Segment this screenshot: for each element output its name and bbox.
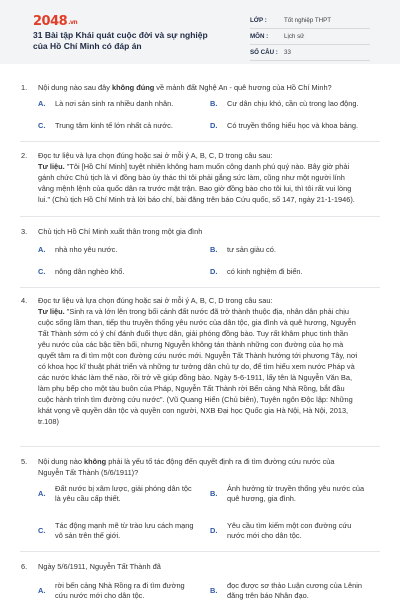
worksheet-page: 2048.vn 31 Bài tập Khái quát cuộc đời và sự nghiệp của Hồ Chí Minh có đáp án LỚP : Tốt nghiệp THPT MÔN : Lịch sử SỐ CÂU : 33 1. Nội dung nào sau đây không đúng về mảnh đất Nghệ An - quê hương của Hồ Chí Minh? A. Là nơi sản sinh ra nhiều danh nhân. B. Cư dân chịu khó, cần cù trong lao động. C. Trung tâm kinh tế lớn nhất cả nước. D. Có truyền thống hiếu học và khoa bảng. 2. Đọc tư liệu và lựa chọn đúng hoặc sai ở mỗi ý A, B, C, D trong câu sau: Tư liệu. "Tôi [Hồ Chí Minh] tuyệt nhiên không ham muốn công danh phú quý nào. Bây giờ phải gánh chức Chủ tịch là vì đồng bào ủy thác thì tôi phải gắng sức làm, cũng như một người lính vâng mệnh lệnh của quốc dân ra trước mặt trận. Bao giờ đồng bào cho tôi lui, thì tôi rất vui lòng lui." (Chủ tịch Hồ Chí Minh trả lời báo chí, bài đăng trên báo Cứu quốc, số 147, ngày 21-1-1946). 3. Chủ tịch Hồ Chí Minh xuất thân trong một gia đình A. nhà nho yêu nước. B. tư sản giàu có. C. nông dân nghèo khổ. D. có kinh nghiệm đi biển. 4. Đọc tư liệu và lựa chọn đúng hoặc sai ở mỗi ý A, B, C, D trong câu sau: Tư liệu. "Sinh ra và lớn lên trong bối cảnh đất nước đã trở thành thuộc địa, nhân dân phải chịu cuộc sống lầm than, tiếp thu truyền thống yêu nước của dân tộc, gia đình và quê hương, Nguyễn Tất Thành sớm có ý chí đánh đuổi thực dân, giải phóng đồng bào. Tuy rất khâm phục tinh thần yêu nước của các bậc tiền bối, nhưng Nguyễn không tán thành những con đường của họ mà quyết tâm ra đi tìm một con đường cứu nước mới. Nguyễn Tất Thành hướng tới phương Tây, nơi có khoa học kĩ thuật phát triển và những tư tưởng dân chủ tự do, để tìm hiểu xem nước Pháp và các nước khác làm thế nào, rồi trở về giúp đồng bào. Ngày 5-6-1911, lấy tên là Nguyễn Văn Ba, làm phụ bếp cho một tàu buôn của Pháp, Nguyễn Tất Thành rời Bến cảng Nhà Rồng, bắt đầu cuộc hành trình tìm đường cứu nước". (Vũ Quang Hiển (Chủ biên), Tuyên ngôn Độc lập: Những khát vọng về quyền dân tộc và quyền con người, NXB Đại học Quốc gia Hà Nội, Hà Nội, 2013, tr.108) 5. Nội dung nào không phải là yếu tố tác động đến quyết định ra đi tìm đường cứu nước của Nguyễn Tất Thành (5/6/1911)? A. Đất nước bị xâm lược, giải phóng dân tộc là yêu cầu cấp thiết. B. Ảnh hưởng từ truyền thống yêu nước của quê hương, gia đình. C. Tác động mạnh mẽ từ trào lưu cách mạng vô sản trên thế giới. D. Yêu cầu tìm kiếm một con đường cứu nước mới cho dân tộc. 6. Ngày 5/6/1911, Nguyễn Tất Thành đã A. rời bến cảng Nhà Rồng ra đi tìm đường cứu nước mới cho dân tộc. B. đọc được sơ thảo Luận cương của Lênin đăng trên báo Nhân đạo.: [0, 0, 400, 600]
question-stem: Chủ tịch Hồ Chí Minh xuất thân trong một gia đình: [38, 227, 203, 236]
meta-row-grade: [250, 13, 370, 29]
question-1: [0, 82, 400, 142]
question-stem: Đọc tư liệu và lựa chọn đúng hoặc sai ở mỗi ý A, B, C, D trong câu sau:: [38, 151, 273, 160]
meta-key: MÔN :: [250, 33, 269, 40]
document-title: 31 Bài tập Khái quát cuộc đời và sự nghiệp của Hồ Chí Minh có đáp án: [33, 30, 208, 51]
source-passage: Tư liệu. "Sinh ra và lớn lên trong bối cảnh đất nước đã trở thành thuộc địa, nhân dân phải chịu cuộc sống lầm than, tiếp thu truyền thống yêu nước của dân tộc, gia đình và quê hương, Nguyễn Tất Thành sớm có ý chí đánh đuổi thực dân, giải phóng đồng bào. Tuy rất khâm phục tinh thần yêu nước của các bậc tiền bối, nhưng Nguyễn không tán thành những con đường của họ mà quyết tâm ra đi tìm một con đường cứu nước mới. Nguyễn Tất Thành hướng tới phương Tây, nơi có khoa học kĩ thuật phát triển và những tư tưởng dân chủ tự do, để tìm hiểu xem nước Pháp và các nước khác làm thế nào, rồi trở về giúp đồng bào. Ngày 5-6-1911, lấy tên là Nguyễn Văn Ba, làm phụ bếp cho một tàu buôn của Pháp, Nguyễn Tất Thành rời Bến cảng Nhà Rồng, bắt đầu cuộc hành trình tìm đường cứu nước". (Vũ Quang Hiển (Chủ biên), Tuyên ngôn Độc lập: Những khát vọng về quyền dân tộc và quyền con người, NXB Đại học Quốc gia Hà Nội, Hà Nội, 2013, tr.108): [38, 307, 358, 426]
document-meta-table: [250, 13, 370, 61]
passage-label: Tư liệu.: [38, 162, 65, 171]
question-2: [0, 150, 400, 212]
passage-label: Tư liệu.: [38, 307, 65, 316]
site-logo[interactable]: 2048.vn: [33, 14, 78, 29]
question-number: 5.: [21, 457, 28, 466]
meta-value: 33: [284, 49, 291, 56]
meta-row-subject: [250, 29, 370, 45]
question-stem: Nội dung nào không phải là yếu tố tác động đến quyết định ra đi tìm đường cứu nước của Nguyễn Tất Thành (5/6/1911)?: [38, 457, 335, 477]
meta-key: SỐ CÂU :: [250, 49, 278, 56]
divider: [20, 287, 380, 288]
question-number: 1.: [21, 83, 28, 92]
divider: [20, 216, 380, 217]
question-4: [0, 295, 400, 435]
option-b[interactable]: B. đọc được sơ thảo Luận cương của Lênin đăng trên báo Nhân đạo.: [210, 581, 362, 600]
option-a[interactable]: A. Đất nước bị xâm lược, giải phóng dân tộc là yêu cầu cấp thiết.: [38, 484, 192, 503]
question-number: 6.: [21, 562, 28, 571]
question-3: [0, 226, 400, 238]
option-a[interactable]: A. rời bến cảng Nhà Rồng ra đi tìm đường cứu nước mới cho dân tộc.: [38, 581, 185, 600]
question-number: 3.: [21, 227, 28, 236]
question-stem: Nội dung nào sau đây không đúng về mảnh đất Nghệ An - quê hương của Hồ Chí Minh?: [38, 83, 332, 92]
question-6: [0, 561, 400, 573]
divider: [20, 446, 380, 447]
question-stem: Đọc tư liệu và lựa chọn đúng hoặc sai ở mỗi ý A, B, C, D trong câu sau:: [38, 296, 273, 305]
meta-row-question-count: [250, 45, 370, 61]
divider: [20, 551, 380, 552]
meta-value: Tốt nghiệp THPT: [284, 17, 332, 24]
meta-key: LỚP :: [250, 17, 267, 24]
question-number: 4.: [21, 296, 28, 305]
question-number: 2.: [21, 151, 28, 160]
question-5: [0, 456, 400, 480]
source-passage: Tư liệu. "Tôi [Hồ Chí Minh] tuyệt nhiên không ham muốn công danh phú quý nào. Bây giờ phải gánh chức Chủ tịch là vì đồng bào ủy thác thì tôi phải gắng sức làm, cũng như một người lính vâng mệnh lệnh của quốc dân ra trước mặt trận. Bao giờ đồng bào cho tôi lui, thì tôi rất vui lòng lui." (Chủ tịch Hồ Chí Minh trả lời báo chí, bài đăng trên báo Cứu quốc, số 147, ngày 21-1-1946).: [38, 162, 355, 204]
option-d[interactable]: D. Yêu cầu tìm kiếm một con đường cứu nước mới cho dân tộc.: [210, 521, 352, 540]
meta-value: Lịch sử: [284, 33, 305, 40]
question-stem: Ngày 5/6/1911, Nguyễn Tất Thành đã: [38, 562, 161, 571]
option-c[interactable]: C. Tác động mạnh mẽ từ trào lưu cách mạng vô sản trên thế giới.: [38, 521, 194, 540]
option-b[interactable]: B. Ảnh hưởng từ truyền thống yêu nước của quê hương, gia đình.: [210, 484, 365, 503]
document-header: [0, 0, 400, 64]
divider: [20, 141, 380, 142]
